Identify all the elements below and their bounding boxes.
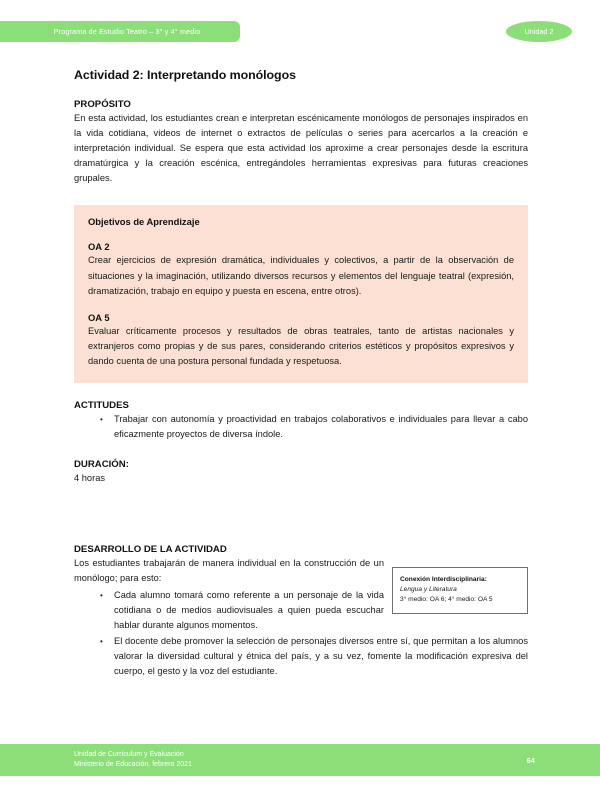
conexion-title: Conexión Interdisciplinaria: [400,576,487,584]
header-program-label: Programa de Estudio Teatro – 3° y 4° medio [53,27,201,36]
page-number: 64 [526,755,535,765]
oa-text: Evaluar críticamente procesos y resultados de obras teatrales, tanto de artistas nacionales y extranjeros como propias y de sus pares, considerando criterios estéticos y propósitos expresivos y dando cuenta de una postura personal fundada y respetuosa. [88,325,514,366]
oa-item [88,241,514,298]
list-item: • Trabajar con autonomía y proactividad en trabajos colaborativos e individuales para llevar a cabo eficazmente proyectos de diversa índole. [114,412,528,442]
conexion-subject: Lengua y Literatura [400,586,457,594]
unit-badge-label: Unidad 2 [524,27,554,36]
page-content [74,0,528,680]
desarrollo-list-wide [74,634,528,679]
desarrollo-section [74,544,528,679]
list-item: • El docente debe promover la selección de personajes diversos entre sí, que permitan a los alumnos valorar la diversidad cultural y étnica del país, y a su vez, fomente la modificación expresiva del cuerpo, el gesto y la voz del estudiante. [114,634,528,679]
oa-code: OA 2 [88,241,110,253]
duracion-heading: DURACIÓN: [74,459,129,471]
footer-line-2: Ministerio de Educación, febrero 2021 [74,761,192,768]
proposito-heading: PROPÓSITO [74,99,131,110]
duracion-value: 4 horas [74,473,106,484]
proposito-text: En esta actividad, los estudiantes crean e interpretan escénicamente monólogos de personajes inspirados en la vida cotidiana, videos de internet o extractos de películas o series para acercarlos a la creación e interpretación individual. Se espera que esta actividad los aproxime a crear personajes desde la escritura dramatúrgica y la creación escénica, entregándoles herramientas expresivas para futuras creaciones grupales. [74,113,528,184]
page-title: Actividad 2: Interpretando monólogos [74,68,296,82]
objetivos-aprendizaje-box [74,205,528,383]
conexion-detail: 3° medio: OA 6; 4° medio: OA 5 [400,596,493,604]
conexion-interdisciplinaria-box [392,567,528,614]
footer-line-1: Unidad de Currículum y Evaluación [74,750,184,758]
footer-credits [74,750,192,771]
oa-text: Crear ejercicios de expresión dramática, individuales y colectivos, a partir de la observación de situaciones y la imaginación, utilizando diversos recursos y elementos del lenguaje teatral (expresión, dramatización, trabajo en equipo y puesta en escena, entre otros). [88,255,514,296]
desarrollo-intro: Los estudiantes trabajarán de manera individual en la construcción de un monólogo; para esto: [74,558,384,584]
oa-code: OA 5 [88,311,110,323]
desarrollo-heading: DESARROLLO DE LA ACTIVIDAD [74,544,227,556]
oa-item [88,312,514,369]
actitudes-list [74,412,528,442]
desarrollo-list-narrow [74,588,384,633]
actitudes-heading: ACTITUDES [74,400,129,412]
footer-band [0,744,600,776]
list-item: • Cada alumno tomará como referente a un personaje de la vida cotidiana o de medios audiovisuales a quien pueda escuchar hablar durante algunos momentos. [114,588,384,633]
objetivos-box-title: Objetivos de Aprendizaje [88,216,200,228]
